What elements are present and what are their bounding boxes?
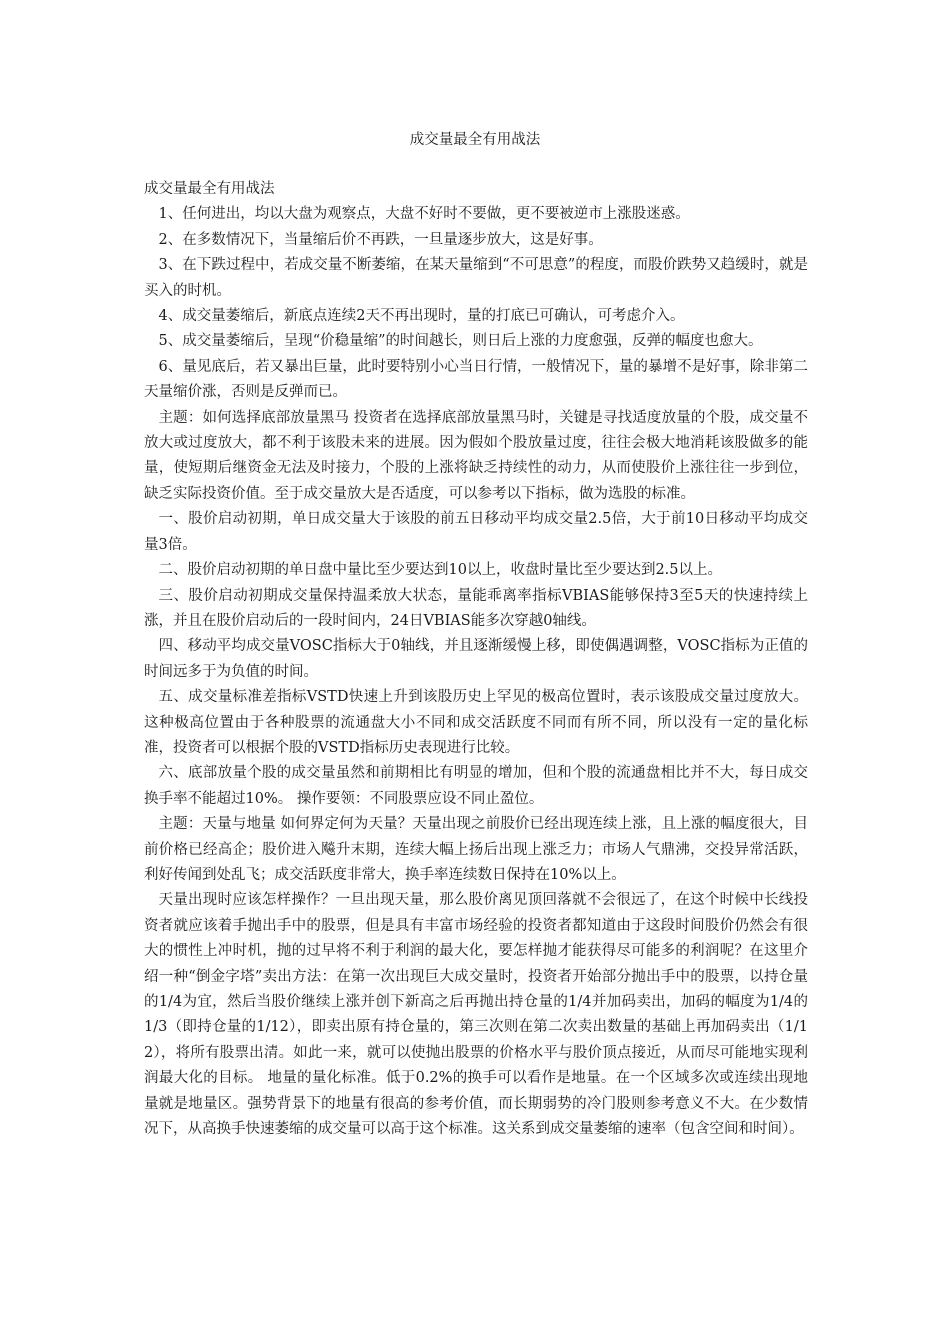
paragraph: 主题：如何选择底部放量黑马 投资者在选择底部放量黑马时，关键是寻找适度放量的个股，成交量不放大或过度放大，都不利于该股未来的进展。因为假如个股放量过度，往往会极大地消耗该股做多的能量，使短期后继资金无法及时接力，个股的上涨将缺乏持续性的动力，从而使股价上涨往往一步到位，缺乏实际投资价值。至于成交量放大是否适度，可以参考以下指标，做为选股的标准。: [144, 409, 808, 502]
paragraph: 主题：天量与地量 如何界定何为天量？天量出现之前股价已经出现连续上涨，且上涨的幅度很大，目前价格已经高企；股价进入飚升末期，连续大幅上扬后出现上涨乏力；市场人气鼎沸，交投异常活跃，利好传闻到处乱飞；成交活跃度非常大，换手率连续数日保持在10%以上。: [144, 816, 808, 883]
paragraph: 1、任何进出，均以大盘为观察点，大盘不好时不要做，更不要被逆市上涨股迷惑。: [158, 206, 690, 223]
paragraph: 天量出现时应该怎样操作？一旦出现天量，那么股价离见顶回落就不会很远了，在这个时候中长线投资者就应该着手抛出手中的股票，但是具有丰富市场经验的投资者都知道由于这段时间股价仍然会有很大的惯性上冲时机，抛的过早将不利于利润的最大化，要怎样抛才能获得尽可能多的利润呢？在这里介绍一种“倒金字塔”卖出方法：在第一次出现巨大成交量时，投资者开始部分抛出手中的股票，以持仓量的1/4为宜，然后当股价继续上涨并创下新高之后再抛出持仓量的1/4并加码卖出，加码的幅度为1/4的1/3（即持仓量的1/12），即卖出原有持仓量的，第三次则在第二次卖出数量的基础上再加码卖出（1/12），将所有股票出清。如此一来，就可以使抛出股票的价格水平与股价顶点接近，从而尽可能地实现利润最大化的目标。 地量的量化标准。低于0.2%的换手可以看作是地量。在一个区域多次或连续出现地量就是地量区。强势背景下的地量有很高的参考价值，而长期弱势的冷门股则参考意义不大。在少数情况下，从高换手快速萎缩的成交量可以高于这个标准。这关系到成交量萎缩的速率（包含空间和时间）。: [144, 892, 808, 1138]
paragraph: 二、股价启动初期的单日盘中量比至少要达到10以上，收盘时量比至少要达到2.5以上。: [158, 562, 723, 579]
paragraph: 3、在下跌过程中，若成交量不断萎缩，在某天量缩到“不可思意”的程度，而股价跌势又趋缓时，就是买入的时机。: [144, 257, 808, 299]
paragraph: 六、底部放量个股的成交量虽然和前期相比有明显的增加，但和个股的流通盘相比并不大，每日成交换手率不能超过10%。 操作要领：不同股票应设不同止盈位。: [144, 765, 808, 807]
paragraph: 三、股价启动初期成交量保持温柔放大状态，量能乖离率指标VBIAS能够保持3至5天的快速持续上涨，并且在股价启动后的一段时间内，24日VBIAS能多次穿越0轴线。: [144, 587, 808, 629]
paragraph: 一、股价启动初期，单日成交量大于该股的前五日移动平均成交量2.5倍，大于前10日移动平均成交量3倍。: [144, 511, 808, 553]
paragraph: 2、在多数情况下，当量缩后价不再跌，一旦量逐步放大，这是好事。: [158, 231, 603, 248]
document-subtitle: 成交量最全有用战法: [144, 181, 275, 197]
paragraph: 四、移动平均成交量VOSC指标大于0轴线，并且逐渐缓慢上移，即使偶遇调整，VOSC指标为正值的时间远多于为负值的时间。: [144, 638, 808, 680]
page-title: 成交量最全有用战法: [409, 132, 541, 148]
paragraph: 五、成交量标准差指标VSTD快速上升到该股历史上罕见的极高位置时，表示该股成交量过度放大。这种极高位置由于各种股票的流通盘大小不同和成交活跃度不同而有所不同，所以没有一定的量化标准，投资者可以根据个股的VSTD指标历史表现进行比较。: [144, 689, 808, 756]
paragraph: 6、量见底后，若又暴出巨量，此时要特别小心当日行情，一般情况下，量的暴增不是好事，除非第二天量缩价涨，否则是反弹而已。: [144, 358, 808, 401]
paragraph: 4、成交量萎缩后，新底点连续2天不再出现时，量的打底已可确认，可考虑介入。: [158, 308, 685, 325]
paragraph: 5、成交量萎缩后，呈现“价稳量缩”的时间越长，则日后上涨的力度愈强，反弹的幅度也愈大。: [158, 333, 763, 350]
document-body: [144, 177, 808, 1142]
